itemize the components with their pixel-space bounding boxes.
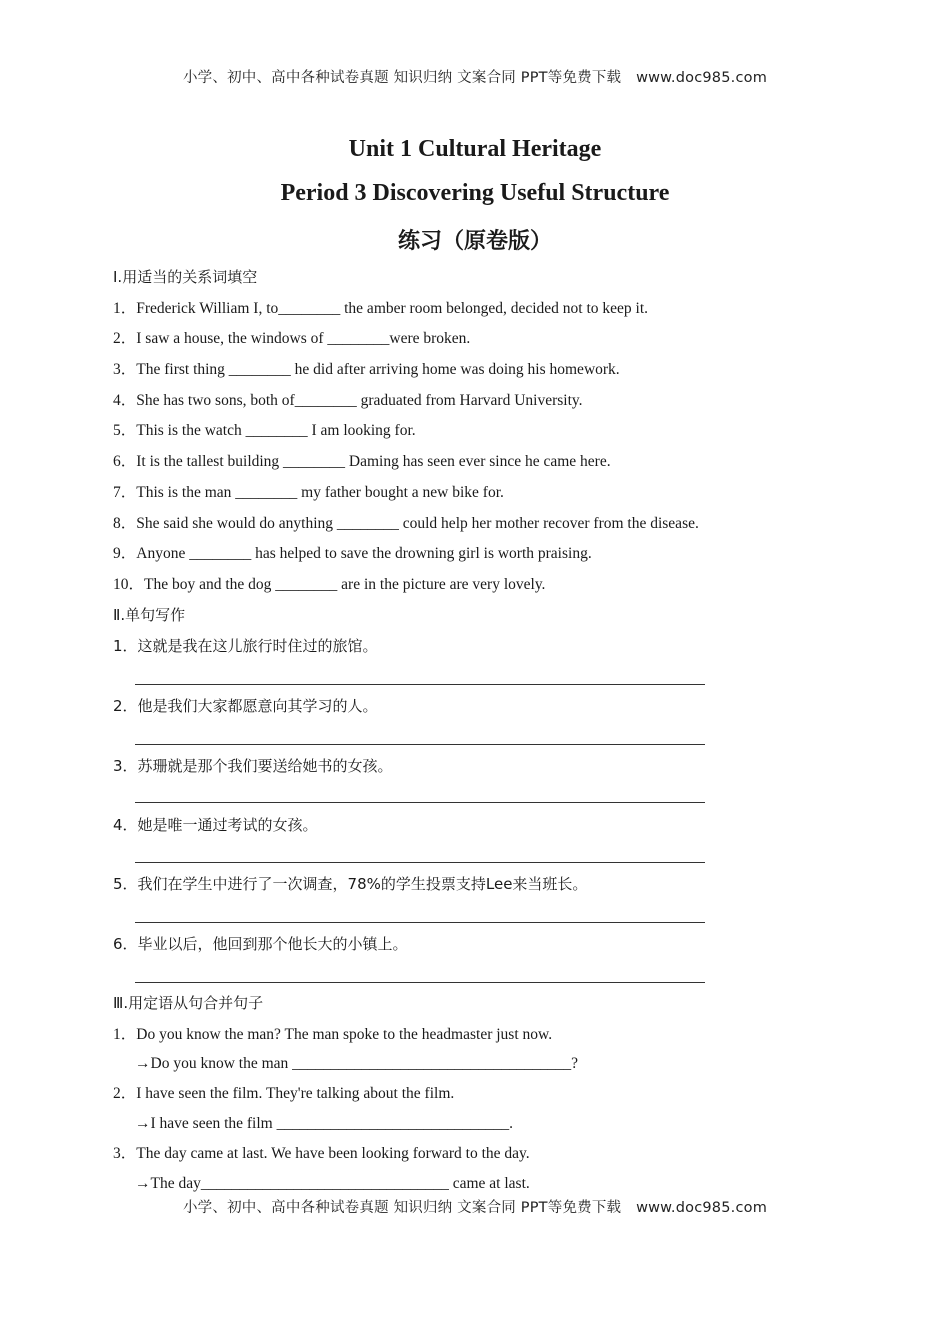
s2-answer-line-1[interactable] [135, 684, 705, 685]
footer-text: 小学、初中、高中各种试卷真题 知识归纳 文案合同 PPT等免费下载 [182, 1200, 622, 1216]
s1-item-1: 1．Frederick William I, to________ the amber room belonged, decided not to keep it. [113, 300, 648, 317]
section1-heading: Ⅰ.用适当的关系词填空 [113, 268, 258, 286]
s1-item-4: 4．She has two sons, both of________ graduated from Harvard University. [113, 392, 583, 409]
section2-heading: Ⅱ.单句写作 [113, 606, 186, 624]
s2-answer-line-6[interactable] [135, 982, 705, 983]
s1-item-2: 2．I saw a house, the windows of ________were broken. [113, 330, 471, 347]
s1-item-6: 6．It is the tallest building ________ Daming has seen ever since he came here. [113, 453, 611, 470]
s1-item-3: 3．The first thing ________ he did after arriving home was doing his homework. [113, 361, 620, 378]
s2-item-1: 1．这就是我在这儿旅行时住过的旅馆。 [113, 637, 378, 655]
s1-item-10: 10．The boy and the dog ________ are in the picture are very lovely. [113, 576, 546, 593]
exercise-title: 练习（原卷版） [397, 229, 552, 254]
page-header [0, 66, 950, 87]
footer-site[interactable]: www.doc985.com [636, 1200, 768, 1216]
s2-item-4: 4．她是唯一通过考试的女孩。 [113, 816, 318, 834]
s1-item-8: 8．She said she would do anything ________ could help her mother recover from the disease. [113, 515, 699, 532]
s3-answer-3[interactable]: →The day________________________________ came at last. [135, 1175, 530, 1192]
s2-answer-line-2[interactable] [135, 744, 705, 745]
s3-question-1: 1．Do you know the man? The man spoke to the headmaster just now. [113, 1026, 553, 1043]
s2-answer-line-5[interactable] [135, 922, 705, 923]
s1-item-9: 9．Anyone ________ has helped to save the drowning girl is worth praising. [113, 545, 592, 562]
s2-item-2: 2．他是我们大家都愿意向其学习的人。 [113, 697, 378, 715]
s3-answer-2[interactable]: →I have seen the film ______________________________. [135, 1115, 513, 1132]
section3-heading: Ⅲ.用定语从句合并句子 [113, 994, 264, 1012]
page-footer [0, 1196, 950, 1217]
s1-item-7: 7．This is the man ________ my father bought a new bike for. [113, 484, 504, 501]
s3-answer-1[interactable]: →Do you know the man ____________________________________? [135, 1055, 579, 1072]
header-site[interactable]: www.doc985.com [636, 70, 768, 86]
s2-item-5: 5．我们在学生中进行了一次调查，78%的学生投票支持Lee来当班长。 [113, 875, 588, 893]
s3-question-3: 3．The day came at last. We have been looking forward to the day. [113, 1145, 530, 1162]
s2-answer-line-3[interactable] [135, 802, 705, 803]
s2-item-6: 6．毕业以后，他回到那个他长大的小镇上。 [113, 935, 408, 953]
s1-item-5: 5．This is the watch ________ I am looking for. [113, 422, 416, 439]
period-title: Period 3 Discovering Useful Structure [280, 180, 670, 206]
s3-question-2: 2．I have seen the film. They're talking about the film. [113, 1085, 455, 1102]
s2-item-3: 3．苏珊就是那个我们要送给她书的女孩。 [113, 757, 393, 775]
s2-answer-line-4[interactable] [135, 862, 705, 863]
unit-title: Unit 1 Cultural Heritage [348, 136, 602, 162]
header-text: 小学、初中、高中各种试卷真题 知识归纳 文案合同 PPT等免费下载 [182, 70, 622, 86]
